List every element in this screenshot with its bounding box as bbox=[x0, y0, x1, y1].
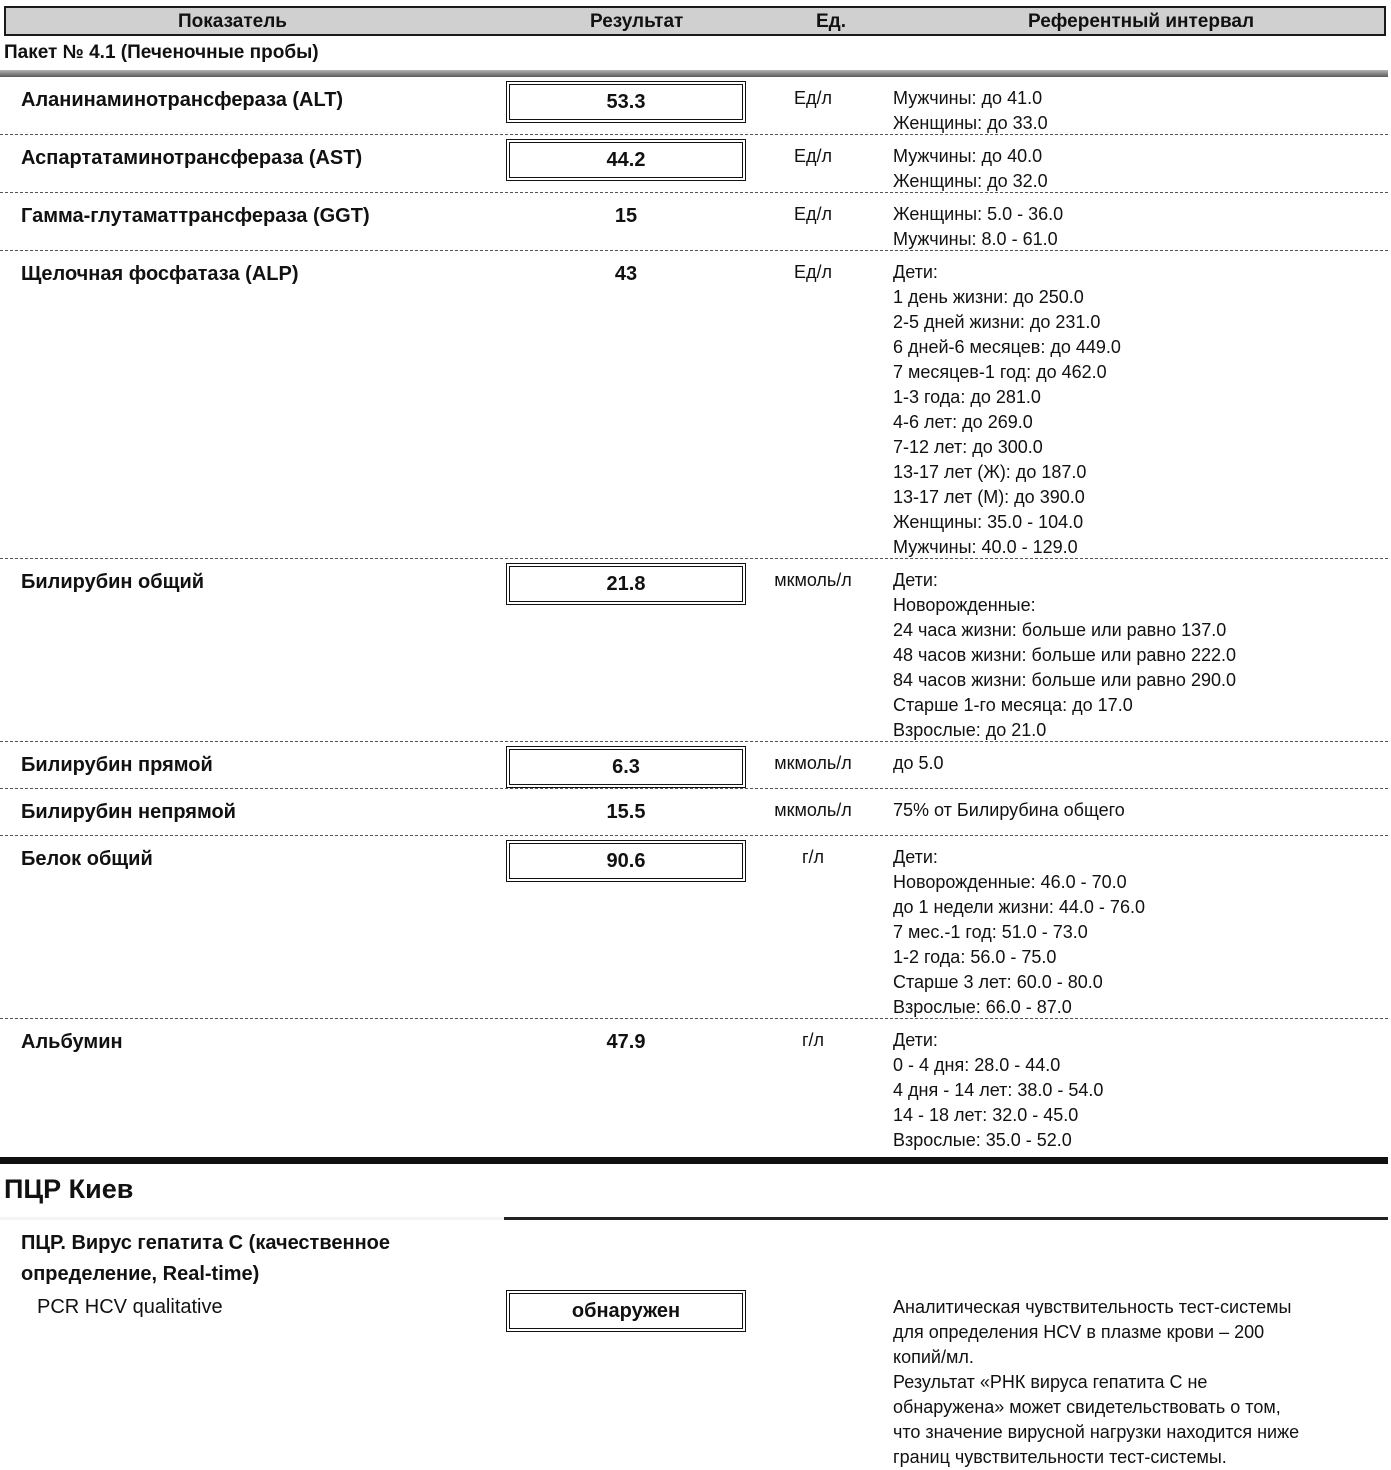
reference-line: 48 часов жизни: больше или равно 222.0 bbox=[893, 645, 1236, 665]
row-reference-interval bbox=[893, 1028, 1103, 1153]
row-reference-interval bbox=[893, 144, 1048, 194]
reference-line: 4 дня - 14 лет: 38.0 - 54.0 bbox=[893, 1080, 1104, 1100]
row-divider bbox=[0, 250, 1388, 251]
header-result: Результат bbox=[590, 11, 684, 32]
reference-line: 1-3 года: до 281.0 bbox=[893, 387, 1041, 407]
pcr-section-title: ПЦР Киев bbox=[4, 1174, 134, 1204]
pcr-test-name: ПЦР. Вирус гепатита С (качественное определение, Real-time) bbox=[21, 1232, 390, 1285]
reference-line: 75% от Билирубина общего bbox=[893, 800, 1125, 820]
row-reference-interval bbox=[893, 260, 1121, 560]
row-result: 47.9 bbox=[606, 1031, 646, 1053]
reference-line: Старше 3 лет: 60.0 - 80.0 bbox=[893, 972, 1103, 992]
reference-line: Дети: bbox=[893, 570, 938, 590]
row-unit: г/л bbox=[801, 1030, 825, 1050]
row-indicator-name: Белок общий bbox=[21, 848, 153, 870]
reference-line: 0 - 4 дня: 28.0 - 44.0 bbox=[893, 1055, 1061, 1075]
row-unit: Ед/л bbox=[793, 204, 832, 224]
row-divider bbox=[0, 558, 1388, 559]
reference-line: 24 часа жизни: больше или равно 137.0 bbox=[893, 620, 1227, 640]
row-reference-interval bbox=[893, 568, 1236, 743]
header-indicator: Показатель bbox=[178, 11, 287, 32]
reference-line: 7 месяцев-1 год: до 462.0 bbox=[893, 362, 1107, 382]
reference-line: Мужчины: до 41.0 bbox=[893, 88, 1043, 108]
reference-line: до 1 недели жизни: 44.0 - 76.0 bbox=[893, 897, 1145, 917]
reference-line: 7-12 лет: до 300.0 bbox=[893, 437, 1043, 457]
row-divider bbox=[0, 192, 1388, 193]
reference-line: 2-5 дней жизни: до 231.0 bbox=[893, 312, 1101, 332]
row-indicator-name: Билирубин непрямой bbox=[21, 801, 236, 823]
pcr-result: обнаружен bbox=[506, 1290, 746, 1332]
reference-line: 13-17 лет (Ж): до 187.0 bbox=[893, 462, 1087, 482]
reference-line: 13-17 лет (М): до 390.0 bbox=[893, 487, 1085, 507]
reference-line: Старше 1-го месяца: до 17.0 bbox=[893, 695, 1133, 715]
header-reference: Референтный интервал bbox=[1028, 11, 1255, 32]
pcr-reference-line: что значение вирусной нагрузки находится ниже bbox=[893, 1422, 1300, 1442]
row-result: 15.5 bbox=[606, 801, 646, 823]
reference-line: 14 - 18 лет: 32.0 - 45.0 bbox=[893, 1105, 1079, 1125]
row-unit: мкмоль/л bbox=[774, 570, 852, 590]
reference-line: Взрослые: 66.0 - 87.0 bbox=[893, 997, 1072, 1017]
section-title: Пакет № 4.1 (Печеночные пробы) bbox=[4, 42, 319, 63]
reference-line: 6 дней-6 месяцев: до 449.0 bbox=[893, 337, 1121, 357]
reference-line: 4-6 лет: до 269.0 bbox=[893, 412, 1033, 432]
pcr-divider-gap bbox=[0, 1217, 504, 1220]
reference-line: Новорожденные: bbox=[893, 595, 1036, 615]
row-reference-interval bbox=[893, 751, 944, 776]
row-indicator-name: Альбумин bbox=[21, 1031, 123, 1053]
header-unit: Ед. bbox=[816, 11, 847, 32]
row-result: 15 bbox=[614, 205, 638, 227]
row-result: 43 bbox=[614, 263, 638, 285]
row-unit: Ед/л bbox=[793, 88, 832, 108]
pcr-reference-line: границ чувствительности тест-системы. bbox=[893, 1447, 1227, 1467]
reference-line: Дети: bbox=[893, 262, 938, 282]
reference-line: Взрослые: до 21.0 bbox=[893, 720, 1047, 740]
reference-line: до 5.0 bbox=[893, 753, 944, 773]
section-end-divider bbox=[0, 1157, 1388, 1164]
row-reference-interval bbox=[893, 86, 1048, 136]
row-reference-interval bbox=[893, 845, 1145, 1020]
row-reference-interval bbox=[893, 202, 1063, 252]
row-unit: Ед/л bbox=[793, 262, 832, 282]
row-indicator-name: Билирубин прямой bbox=[21, 754, 213, 776]
row-indicator-name: Билирубин общий bbox=[21, 571, 205, 593]
row-unit: Ед/л bbox=[793, 146, 832, 166]
row-result-flagged: 44.2 bbox=[506, 139, 746, 181]
reference-line: 84 часов жизни: больше или равно 290.0 bbox=[893, 670, 1236, 690]
reference-line: 7 мес.-1 год: 51.0 - 73.0 bbox=[893, 922, 1088, 942]
row-unit: г/л bbox=[801, 847, 825, 867]
row-reference-interval bbox=[893, 798, 1125, 823]
table-header bbox=[4, 6, 1386, 36]
row-result-flagged: 6.3 bbox=[506, 746, 746, 788]
pcr-reference-line: копий/мл. bbox=[893, 1347, 974, 1367]
row-result-flagged: 90.6 bbox=[506, 840, 746, 882]
reference-line: Мужчины: 40.0 - 129.0 bbox=[893, 537, 1078, 557]
row-indicator-name: Аспартатаминотрансфераза (AST) bbox=[21, 147, 363, 169]
pcr-reference-line: обнаружена» может свидетельствовать о том, bbox=[893, 1397, 1281, 1417]
reference-line: Женщины: 35.0 - 104.0 bbox=[893, 512, 1084, 532]
row-unit: мкмоль/л bbox=[774, 753, 852, 773]
pcr-reference-line: Результат «РНК вируса гепатита С не bbox=[893, 1372, 1208, 1392]
pcr-reference bbox=[893, 1295, 1373, 1470]
row-result-flagged: 21.8 bbox=[506, 563, 746, 605]
row-divider bbox=[0, 1018, 1388, 1019]
pcr-sub-name: PCR HCV qualitative bbox=[37, 1296, 223, 1318]
reference-line: Женщины: до 33.0 bbox=[893, 113, 1048, 133]
section-divider bbox=[0, 70, 1388, 77]
pcr-reference-line: Аналитическая чувствительность тест-системы bbox=[893, 1297, 1292, 1317]
reference-line: Женщины: 5.0 - 36.0 bbox=[893, 204, 1064, 224]
row-result-flagged: 53.3 bbox=[506, 81, 746, 123]
row-divider bbox=[0, 835, 1388, 836]
pcr-reference-line: для определения HCV в плазме крови – 200 bbox=[893, 1322, 1265, 1342]
reference-line: Мужчины: до 40.0 bbox=[893, 146, 1043, 166]
reference-line: Женщины: до 32.0 bbox=[893, 171, 1048, 191]
row-unit: мкмоль/л bbox=[774, 800, 852, 820]
row-indicator-name: Щелочная фосфатаза (ALP) bbox=[21, 263, 299, 285]
row-indicator-name: Аланинаминотрансфераза (ALT) bbox=[21, 89, 344, 111]
reference-line: Мужчины: 8.0 - 61.0 bbox=[893, 229, 1058, 249]
reference-line: Дети: bbox=[893, 1030, 938, 1050]
reference-line: Взрослые: 35.0 - 52.0 bbox=[893, 1130, 1072, 1150]
reference-line: Дети: bbox=[893, 847, 938, 867]
reference-line: 1-2 года: 56.0 - 75.0 bbox=[893, 947, 1057, 967]
reference-line: Новорожденные: 46.0 - 70.0 bbox=[893, 872, 1127, 892]
row-divider bbox=[0, 741, 1388, 742]
row-divider bbox=[0, 134, 1388, 135]
row-divider bbox=[0, 788, 1388, 789]
row-indicator-name: Гамма-глутаматтрансфераза (GGT) bbox=[21, 205, 370, 227]
reference-line: 1 день жизни: до 250.0 bbox=[893, 287, 1084, 307]
